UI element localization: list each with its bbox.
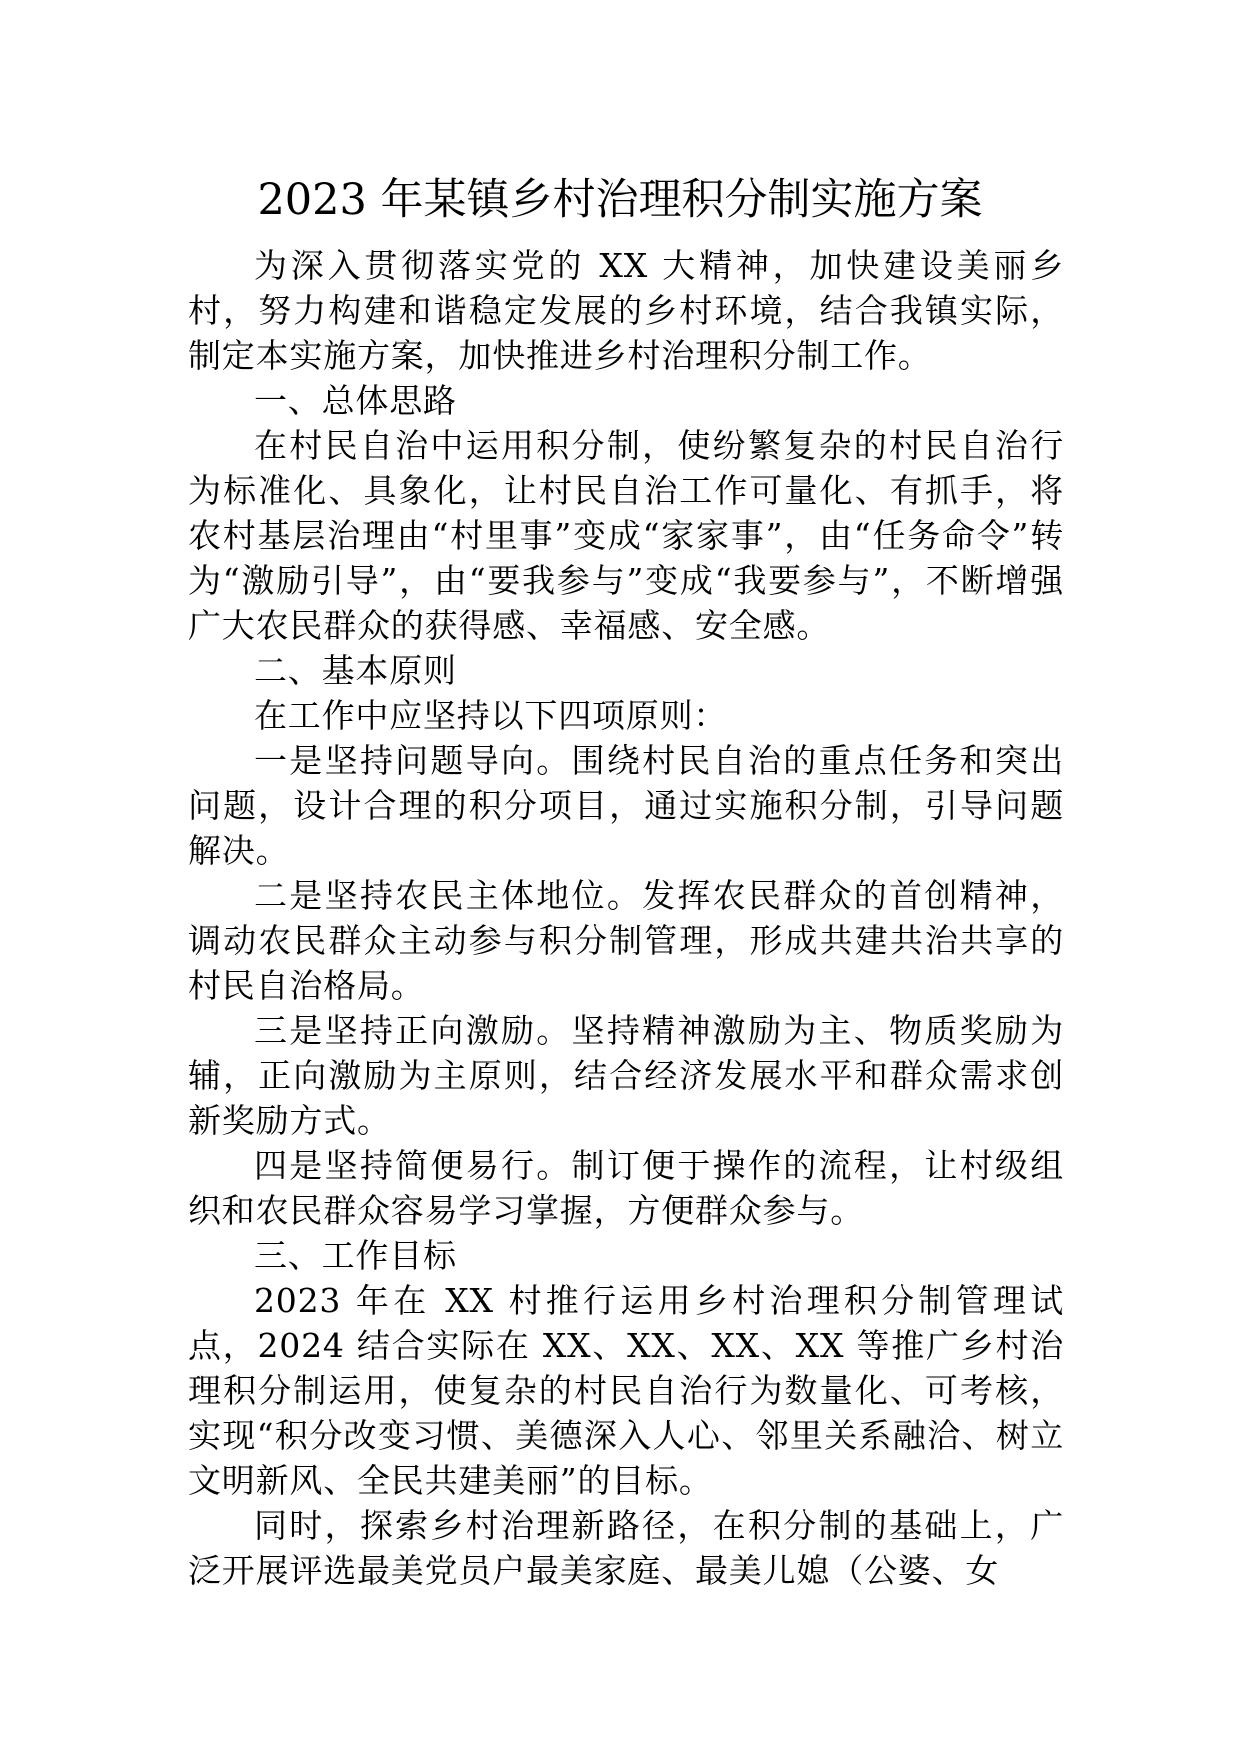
principle-three-paragraph: 三是坚持正向激励。坚持精神激励为主、物质奖励为辅，正向激励为主原则，结合经济发展水平和群众需求创新奖励方式。 [188,1011,1064,1140]
principles-intro-paragraph: 在工作中应坚持以下四项原则： [254,696,728,735]
document-body [188,243,1064,1593]
document-title: 2023 年某镇乡村治理积分制实施方案 [257,175,983,225]
principle-two-paragraph: 二是坚持农民主体地位。发挥农民群众的首创精神，调动农民群众主动参与积分制管理，形成共建共治共享的村民自治格局。 [188,876,1064,1005]
section-heading-work-goals: 三、工作目标 [254,1236,457,1275]
new-path-paragraph: 同时，探索乡村治理新路径，在积分制的基础上，广泛开展评选最美党员户最美家庭、最美儿媳（公婆、女 [188,1506,1064,1590]
principle-four-paragraph: 四是坚持简便易行。制订便于操作的流程，让村级组织和农民群众容易学习掌握，方便群众参与。 [188,1146,1064,1230]
intro-paragraph: 为深入贯彻落实党的 XX 大精神，加快建设美丽乡村，努力构建和谐稳定发展的乡村环境，结合我镇实际，制定本实施方案，加快推进乡村治理积分制工作。 [188,246,1064,375]
overall-approach-paragraph: 在村民自治中运用积分制，使纷繁复杂的村民自治行为标准化、具象化，让村民自治工作可量化、有抓手，将农村基层治理由“村里事”变成“家家事”，由“任务命令”转为“激励引导”，由“要我参与”变成“我要参与”，不断增强广大农民群众的获得感、幸福感、安全感。 [188,426,1064,645]
work-goals-paragraph: 2023 年在 XX 村推行运用乡村治理积分制管理试点，2024 结合实际在 XX、XX、XX、XX 等推广乡村治理积分制运用，使复杂的村民自治行为数量化、可考核，实现“积分改变习惯、美德深入人心、邻里关系融洽、树立文明新风、全民共建美丽”的目标。 [188,1281,1064,1500]
section-heading-basic-principles: 二、基本原则 [254,651,457,690]
section-heading-overall-approach: 一、总体思路 [254,381,457,420]
principle-one-paragraph: 一是坚持问题导向。围绕村民自治的重点任务和突出问题，设计合理的积分项目，通过实施积分制，引导问题解决。 [188,741,1064,870]
